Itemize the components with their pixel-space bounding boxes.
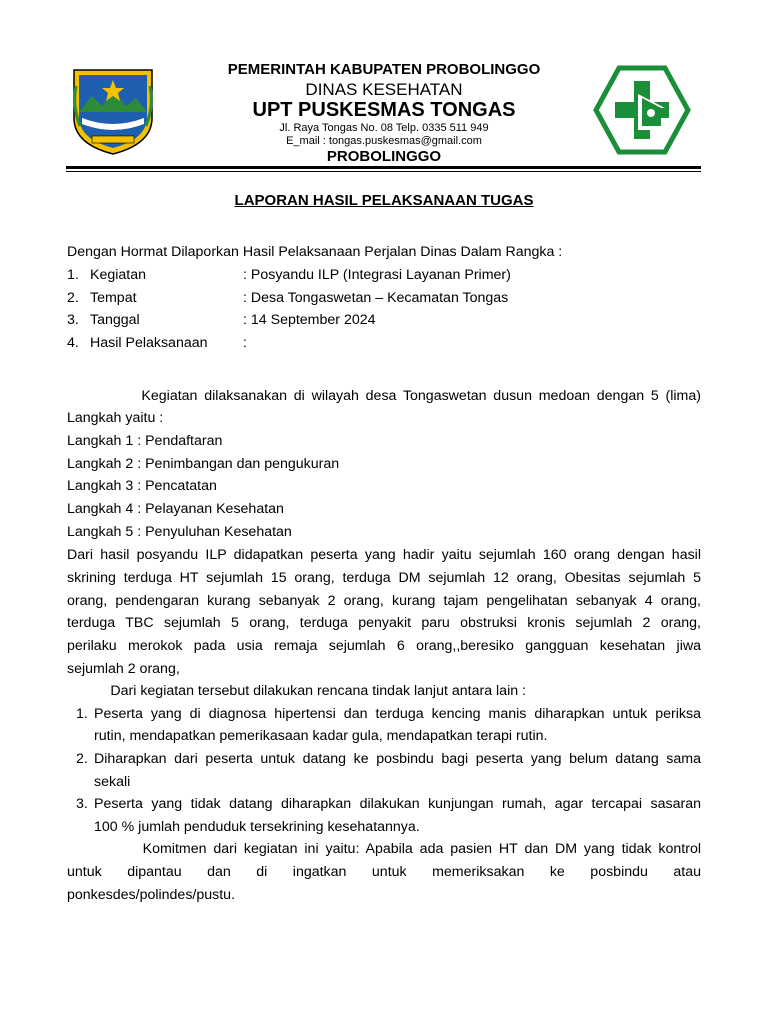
letterhead-divider-thick xyxy=(66,166,701,169)
paragraph-line: terduga TBC sejumlah 5 orang, terduga penyakit paru obstruksi kronis sejumlah 2 orang, xyxy=(67,615,701,631)
letterhead-government: PEMERINTAH KABUPATEN PROBOLINGGO xyxy=(227,61,541,78)
followup-number: 2. xyxy=(76,751,88,767)
letterhead-address: Jl. Raya Tongas No. 08 Telp. 0335 511 949 xyxy=(279,122,489,134)
step-line: Langkah 1 : Pendaftaran xyxy=(67,433,223,449)
step-line: Langkah 3 : Pencatatan xyxy=(67,478,217,494)
followup-intro: Dari kegiatan tersebut dilakukan rencana tindak lanjut antara lain : xyxy=(67,683,526,699)
paragraph-line: Langkah yaitu : xyxy=(67,410,164,426)
paragraph-line: perilaku merokok pada usia remaja sejumlah 6 orang,,beresiko gangguan kesehatan jiwa xyxy=(67,638,701,654)
paragraph-line: skrining terduga HT sejumlah 15 orang, terduga DM sejumlah 12 orang, Obesitas sejumlah 5 xyxy=(67,570,701,586)
followup-number: 1. xyxy=(76,706,88,722)
intro-line: Dengan Hormat Dilaporkan Hasil Pelaksanaan Perjalan Dinas Dalam Rangka : xyxy=(67,244,563,260)
detail-number: 2. xyxy=(67,290,79,306)
paragraph-line: Kegiatan dilaksanakan di wilayah desa Tongaswetan dusun medoan dengan 5 (lima) xyxy=(67,388,701,404)
detail-label: Tempat xyxy=(90,290,137,306)
followup-line: sekali xyxy=(94,774,131,790)
document-title: LAPORAN HASIL PELAKSANAAN TUGAS xyxy=(234,192,534,209)
detail-label: Hasil Pelaksanaan xyxy=(90,335,208,351)
regency-coat-of-arms-icon xyxy=(70,66,156,156)
followup-line: Peserta yang di diagnosa hipertensi dan terduga kencing manis diharapkan untuk periksa xyxy=(94,706,701,722)
letterhead-city: PROBOLINGGO xyxy=(326,148,442,165)
step-line: Langkah 5 : Penyuluhan Kesehatan xyxy=(67,524,292,540)
followup-line: 100 % jumlah penduduk tersekrining kesehatannya. xyxy=(94,819,420,835)
letterhead-unit: UPT PUSKESMAS TONGAS xyxy=(252,99,516,121)
detail-value: : xyxy=(243,335,247,351)
followup-line: Peserta yang tidak datang diharapkan dilakukan kunjungan rumah, agar tercapai sasaran xyxy=(94,796,701,812)
detail-value: : Posyandu ILP (Integrasi Layanan Primer) xyxy=(243,267,511,283)
paragraph-line: sejumlah 2 orang, xyxy=(67,661,180,677)
letterhead-department: DINAS KESEHATAN xyxy=(305,80,463,99)
detail-number: 4. xyxy=(67,335,79,351)
detail-value: : Desa Tongaswetan – Kecamatan Tongas xyxy=(243,290,509,306)
letterhead-email: E_mail : tongas.puskesmas@gmail.com xyxy=(286,135,482,147)
letterhead-divider-thin xyxy=(66,171,701,172)
paragraph-line: orang, pendengaran kurang sebanyak 2 orang, kurang tajam pengelihatan sebanyak 4 orang, xyxy=(67,593,701,609)
followup-number: 3. xyxy=(76,796,88,812)
detail-label: Kegiatan xyxy=(90,267,147,283)
step-line: Langkah 4 : Pelayanan Kesehatan xyxy=(67,501,284,517)
detail-label: Tanggal xyxy=(90,312,140,328)
paragraph-line: Dari hasil posyandu ILP didapatkan peserta yang hadir yaitu sejumlah 160 orang dengan hasil xyxy=(67,547,701,563)
followup-line: rutin, mendapatkan pemerikasaan kadar gula, mendapatkan terapi rutin. xyxy=(94,728,548,744)
detail-value: : 14 September 2024 xyxy=(243,312,376,328)
detail-number: 1. xyxy=(67,267,79,283)
detail-number: 3. xyxy=(67,312,79,328)
puskesmas-cross-house-icon xyxy=(593,64,691,156)
commitment-line: ponkesdes/polindes/pustu. xyxy=(67,887,236,903)
commitment-line: Komitmen dari kegiatan ini yaitu: Apabila ada pasien HT dan DM yang tidak kontrol xyxy=(67,841,701,857)
followup-line: Diharapkan dari peserta untuk datang ke posbindu bagi peserta yang belum datang sama xyxy=(94,751,701,767)
commitment-line: untuk dipantau dan di ingatkan untuk memeriksakan ke posbindu atau xyxy=(67,864,701,880)
step-line: Langkah 2 : Penimbangan dan pengukuran xyxy=(67,456,340,472)
